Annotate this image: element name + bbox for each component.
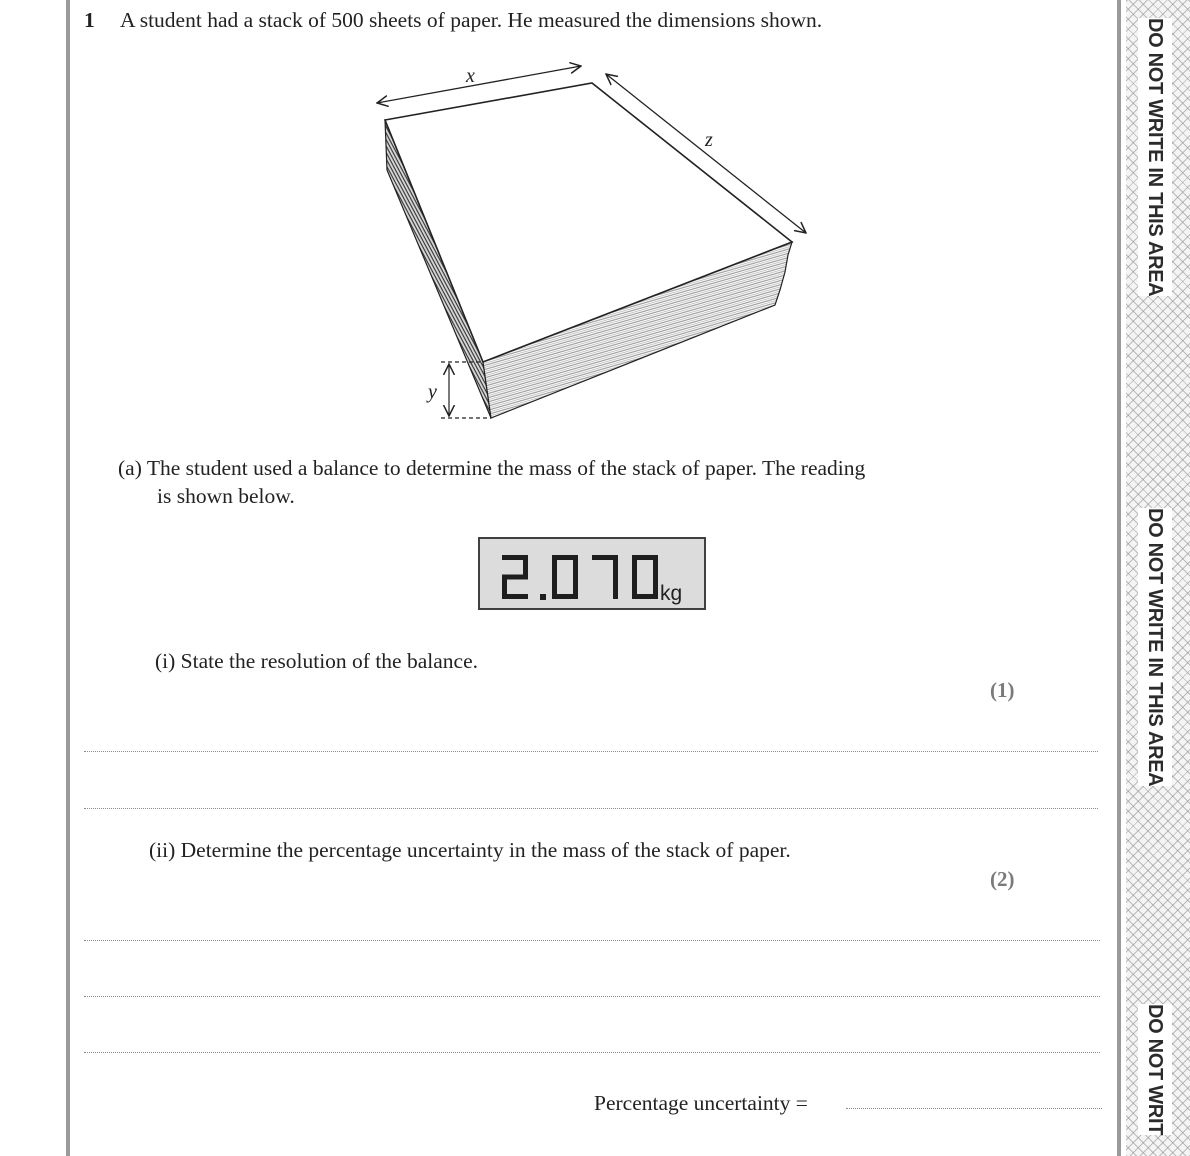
label-x: x <box>466 65 475 87</box>
part-ii-marks: (2) <box>990 867 1015 891</box>
question-stem: A student had a stack of 500 sheets of paper. He measured the dimensions shown. <box>120 8 823 32</box>
display-unit: kg <box>660 582 683 605</box>
answer-blank[interactable] <box>846 1108 1102 1109</box>
answer-line-ii-1[interactable] <box>84 940 1100 941</box>
part-i-marks: (1) <box>990 678 1015 702</box>
lcd-segment-c <box>613 575 618 600</box>
question-number: 1 <box>84 8 95 32</box>
lcd-segment-d <box>502 594 528 599</box>
lcd-decimal-point <box>540 594 546 600</box>
part-a-text-line1: (a) The student used a balance to determine the mass of the stack of paper. The reading <box>118 456 866 480</box>
part-ii-text: (ii) Determine the percentage uncertainty in the mass of the stack of paper. <box>149 838 791 862</box>
answer-line-ii-3[interactable] <box>84 1052 1100 1053</box>
label-y: y <box>428 381 437 403</box>
right-margin-rule <box>1117 0 1121 1156</box>
lcd-digits <box>498 549 668 619</box>
answer-line-ii-2[interactable] <box>84 996 1100 997</box>
answer-label: Percentage uncertainty = <box>594 1091 808 1115</box>
lcd-segment-f <box>632 555 637 580</box>
margin-notice-bottom: DO NOT WRIT <box>1138 1004 1172 1135</box>
margin-notice-top: DO NOT WRITE IN THIS AREA <box>1138 18 1172 296</box>
label-z: z <box>705 129 713 151</box>
answer-line-i-1[interactable] <box>84 751 1098 752</box>
lcd-segment-f <box>552 555 557 580</box>
part-a-text-line2: is shown below. <box>157 484 295 508</box>
answer-line-i-2[interactable] <box>84 808 1098 809</box>
paper-stack-diagram <box>0 0 1110 440</box>
balance-display <box>478 537 706 610</box>
margin-notice-middle: DO NOT WRITE IN THIS AREA <box>1138 508 1172 786</box>
part-i-text: (i) State the resolution of the balance. <box>155 649 478 673</box>
